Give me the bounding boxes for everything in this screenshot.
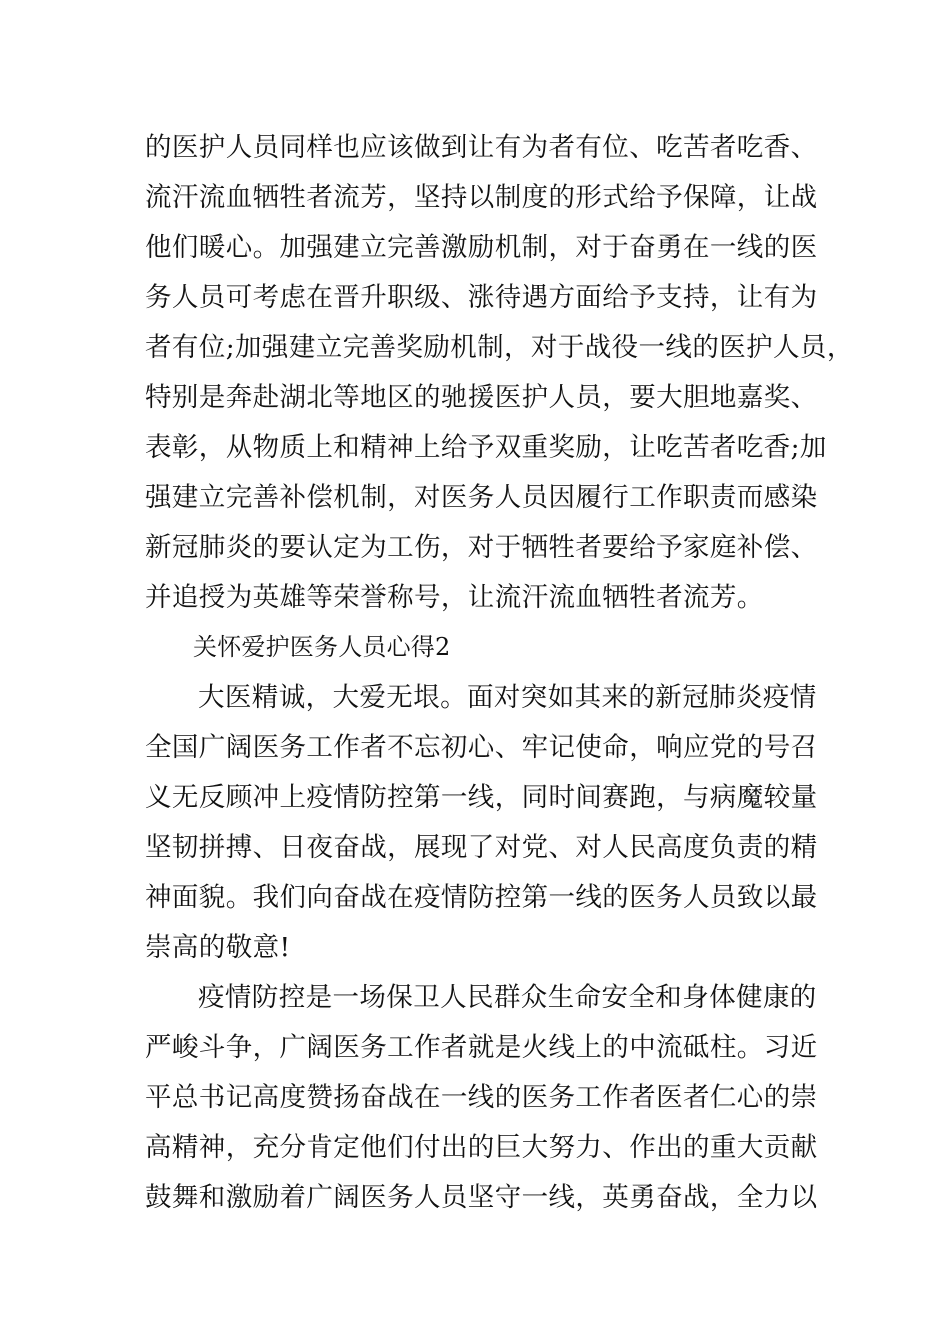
text-line: 崇高的敬意! [145,932,291,963]
text-line: 鼓舞和激励着广阔医务人员坚守一线，英勇奋战，全力以 [145,1182,818,1213]
text-line: 义无反顾冲上疫情防控第一线，同时间赛跑，与病魔较量 [145,782,818,813]
text-line: 神面貌。我们向奋战在疫情防控第一线的医务人员致以最 [145,882,818,913]
text-line: 并追授为英雄等荣誉称号，让流汗流血牺牲者流芳。 [145,582,764,613]
paragraph-first-line: 大医精诚，大爱无垠。面对突如其来的新冠肺炎疫情 [198,682,817,713]
section-heading: 关怀爱护医务人员心得2 [193,633,451,661]
text-line: 坚韧拼搏、日夜奋战，展现了对党、对人民高度负责的精 [145,832,818,863]
text-line: 表彰，从物质上和精神上给予双重奖励，让吃苦者吃香;加 [145,432,827,463]
text-line: 全国广阔医务工作者不忘初心、牢记使命，响应党的号召 [145,732,818,763]
text-line: 强建立完善补偿机制，对医务人员因履行工作职责而感染 [145,482,818,513]
text-line: 特别是奔赴湖北等地区的驰援医护人员，要大胆地嘉奖、 [145,382,818,413]
text-line: 者有位;加强建立完善奖励机制，对于战役一线的医护人员， [145,332,854,363]
text-line: 的医护人员同样也应该做到让有为者有位、吃苦者吃香、 [145,132,818,163]
text-line: 他们暖心。加强建立完善激励机制，对于奋勇在一线的医 [145,232,818,263]
text-line: 流汗流血牺牲者流芳，坚持以制度的形式给予保障，让战 [145,182,818,213]
text-line: 新冠肺炎的要认定为工伤，对于牺牲者要给予家庭补偿、 [145,532,818,563]
text-line: 平总书记高度赞扬奋战在一线的医务工作者医者仁心的崇 [145,1082,818,1113]
text-line: 务人员可考虑在晋升职级、涨待遇方面给予支持，让有为 [145,282,818,313]
text-line: 严峻斗争，广阔医务工作者就是火线上的中流砥柱。习近 [145,1032,818,1063]
text-line: 高精神，充分肯定他们付出的巨大努力、作出的重大贡献 [145,1132,818,1163]
paragraph-first-line: 疫情防控是一场保卫人民群众生命安全和身体健康的 [198,982,817,1013]
